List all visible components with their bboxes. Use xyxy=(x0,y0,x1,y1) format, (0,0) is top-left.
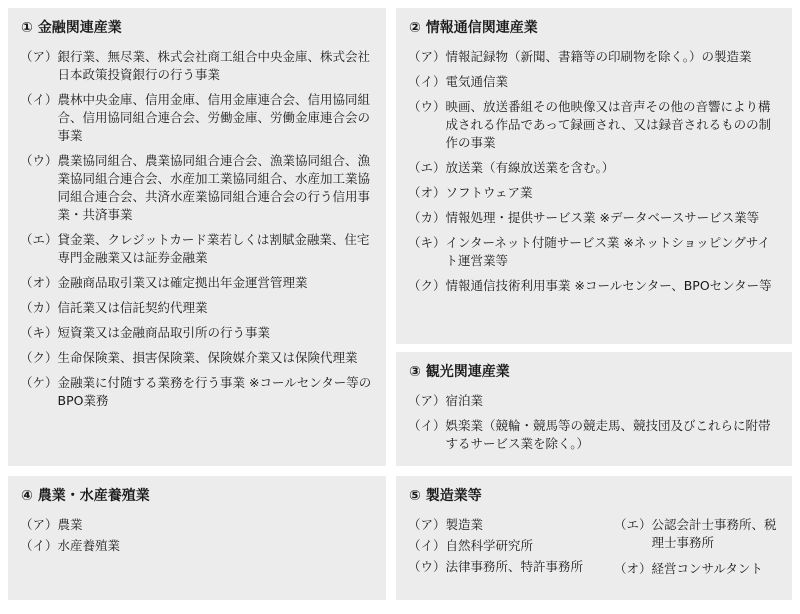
list-item xyxy=(408,73,782,91)
list-item xyxy=(20,48,376,84)
item-marker: （ア） xyxy=(408,49,446,64)
item-text: 情報処理・提供サービス業 ※データベースサービス業等 xyxy=(445,210,760,225)
item-marker: （カ） xyxy=(408,210,446,225)
item-marker: （ア） xyxy=(20,49,58,64)
item-marker: （イ） xyxy=(20,92,58,107)
item-marker: （ウ） xyxy=(408,99,446,114)
list-item xyxy=(20,349,376,367)
list-item xyxy=(20,231,376,267)
item-text: 自然科学研究所 xyxy=(445,538,534,553)
item-text: 農業 xyxy=(57,517,83,532)
list-item xyxy=(408,392,782,410)
agri-section xyxy=(8,476,386,600)
list-item xyxy=(614,516,784,552)
item-list xyxy=(20,48,376,417)
item-marker: （オ） xyxy=(614,561,652,576)
item-text: 製造業 xyxy=(445,517,484,532)
list-item xyxy=(20,537,376,555)
list-item xyxy=(408,48,782,66)
item-marker: （ウ） xyxy=(408,559,446,574)
section-title: ② 情報通信関連産業 xyxy=(409,20,538,36)
item-marker: （ク） xyxy=(20,350,58,365)
item-text: 経営コンサルタント xyxy=(651,561,763,576)
item-text: ソフトウェア業 xyxy=(445,185,533,200)
item-list-right xyxy=(614,516,784,586)
item-marker: （カ） xyxy=(20,300,58,315)
item-marker: （ア） xyxy=(20,517,58,532)
item-text: 公認会計士事務所、税理士事務所 xyxy=(651,517,777,550)
list-item xyxy=(20,516,376,534)
item-marker: （エ） xyxy=(408,160,446,175)
item-marker: （オ） xyxy=(20,275,58,290)
list-item xyxy=(408,417,782,453)
manufacturing-section xyxy=(396,476,792,600)
item-marker: （ア） xyxy=(408,517,446,532)
item-text: 情報通信技術利用事業 ※コールセンター、BPOセンター等 xyxy=(445,278,772,293)
list-item xyxy=(408,558,608,576)
list-item xyxy=(408,209,782,227)
item-marker: （ク） xyxy=(408,278,446,293)
item-text: 農林中央金庫、信用金庫、信用金庫連合会、信用協同組合、信用協同組合連合会、労働金庫、労働金庫連合会の事業 xyxy=(57,92,371,143)
list-item xyxy=(408,537,608,555)
item-marker: （エ） xyxy=(20,232,58,247)
item-text: 生命保険業、損害保険業、保険媒介業又は保険代理業 xyxy=(57,350,358,365)
list-item xyxy=(408,516,608,534)
item-marker: （イ） xyxy=(20,538,58,553)
list-item xyxy=(408,98,782,152)
item-text: 短資業又は金融商品取引所の行う事業 xyxy=(57,325,271,340)
list-item xyxy=(408,159,782,177)
section-title: ① 金融関連産業 xyxy=(21,20,122,36)
list-item xyxy=(20,324,376,342)
item-text: 信託業又は信託契約代理業 xyxy=(57,300,208,315)
section-title: ④ 農業・水産養殖業 xyxy=(21,488,150,504)
item-list xyxy=(408,48,782,302)
item-text: 放送業（有線放送業を含む。） xyxy=(445,160,615,175)
item-text: 銀行業、無尽業、株式会社商工組合中央金庫、株式会社日本政策投資銀行の行う事業 xyxy=(57,49,371,82)
list-item xyxy=(20,374,376,410)
item-text: インターネット付随サービス業 ※ネットショッピングサイト運営業等 xyxy=(445,235,770,268)
ict-section xyxy=(396,8,792,344)
item-text: 金融業に付随する業務を行う事業 ※コールセンター等のBPO業務 xyxy=(57,375,372,408)
list-item xyxy=(20,152,376,224)
item-text: 法律事務所、特許事務所 xyxy=(445,559,584,574)
list-item xyxy=(20,299,376,317)
item-list xyxy=(408,392,782,460)
item-marker: （オ） xyxy=(408,185,446,200)
item-marker: （キ） xyxy=(408,235,446,250)
item-text: 娯楽業（競輪・競馬等の競走馬、競技団及びこれらに附帯するサービス業を除く。） xyxy=(445,418,771,451)
section-title: ⑤ 製造業等 xyxy=(409,488,482,504)
item-marker: （エ） xyxy=(614,517,652,532)
item-list-left xyxy=(408,516,608,579)
item-text: 映画、放送番組その他映像又は音声その他の音響により構成される作品であって録画され、又は録音されるものの制作の事業 xyxy=(445,99,772,150)
item-list xyxy=(20,516,376,558)
list-item xyxy=(408,184,782,202)
list-item xyxy=(408,234,782,270)
item-marker: （イ） xyxy=(408,74,446,89)
item-marker: （ウ） xyxy=(20,153,58,168)
item-marker: （ケ） xyxy=(20,375,58,390)
item-text: 水産養殖業 xyxy=(57,538,121,553)
list-item xyxy=(20,91,376,145)
item-text: 農業協同組合、農業協同組合連合会、漁業協同組合、漁業協同組合連合会、水産加工業協同組合、水産加工業協同組合連合会、共済水産業協同組合連合会の行う信用事業・共済事業 xyxy=(57,153,371,222)
item-text: 貸金業、クレジットカード業若しくは割賦金融業、住宅専門金融業又は証券金融業 xyxy=(57,232,370,265)
list-item xyxy=(20,274,376,292)
finance-section xyxy=(8,8,386,466)
item-marker: （イ） xyxy=(408,418,446,433)
item-marker: （イ） xyxy=(408,538,446,553)
item-text: 宿泊業 xyxy=(445,393,484,408)
item-text: 電気通信業 xyxy=(445,74,509,89)
item-marker: （キ） xyxy=(20,325,58,340)
item-text: 金融商品取引業又は確定拠出年金運営管理業 xyxy=(57,275,308,290)
tourism-section xyxy=(396,352,792,466)
item-marker: （ア） xyxy=(408,393,446,408)
section-title: ③ 観光関連産業 xyxy=(409,364,510,380)
list-item xyxy=(408,277,782,295)
list-item xyxy=(614,560,784,578)
item-text: 情報記録物（新聞、書籍等の印刷物を除く。）の製造業 xyxy=(445,49,752,64)
